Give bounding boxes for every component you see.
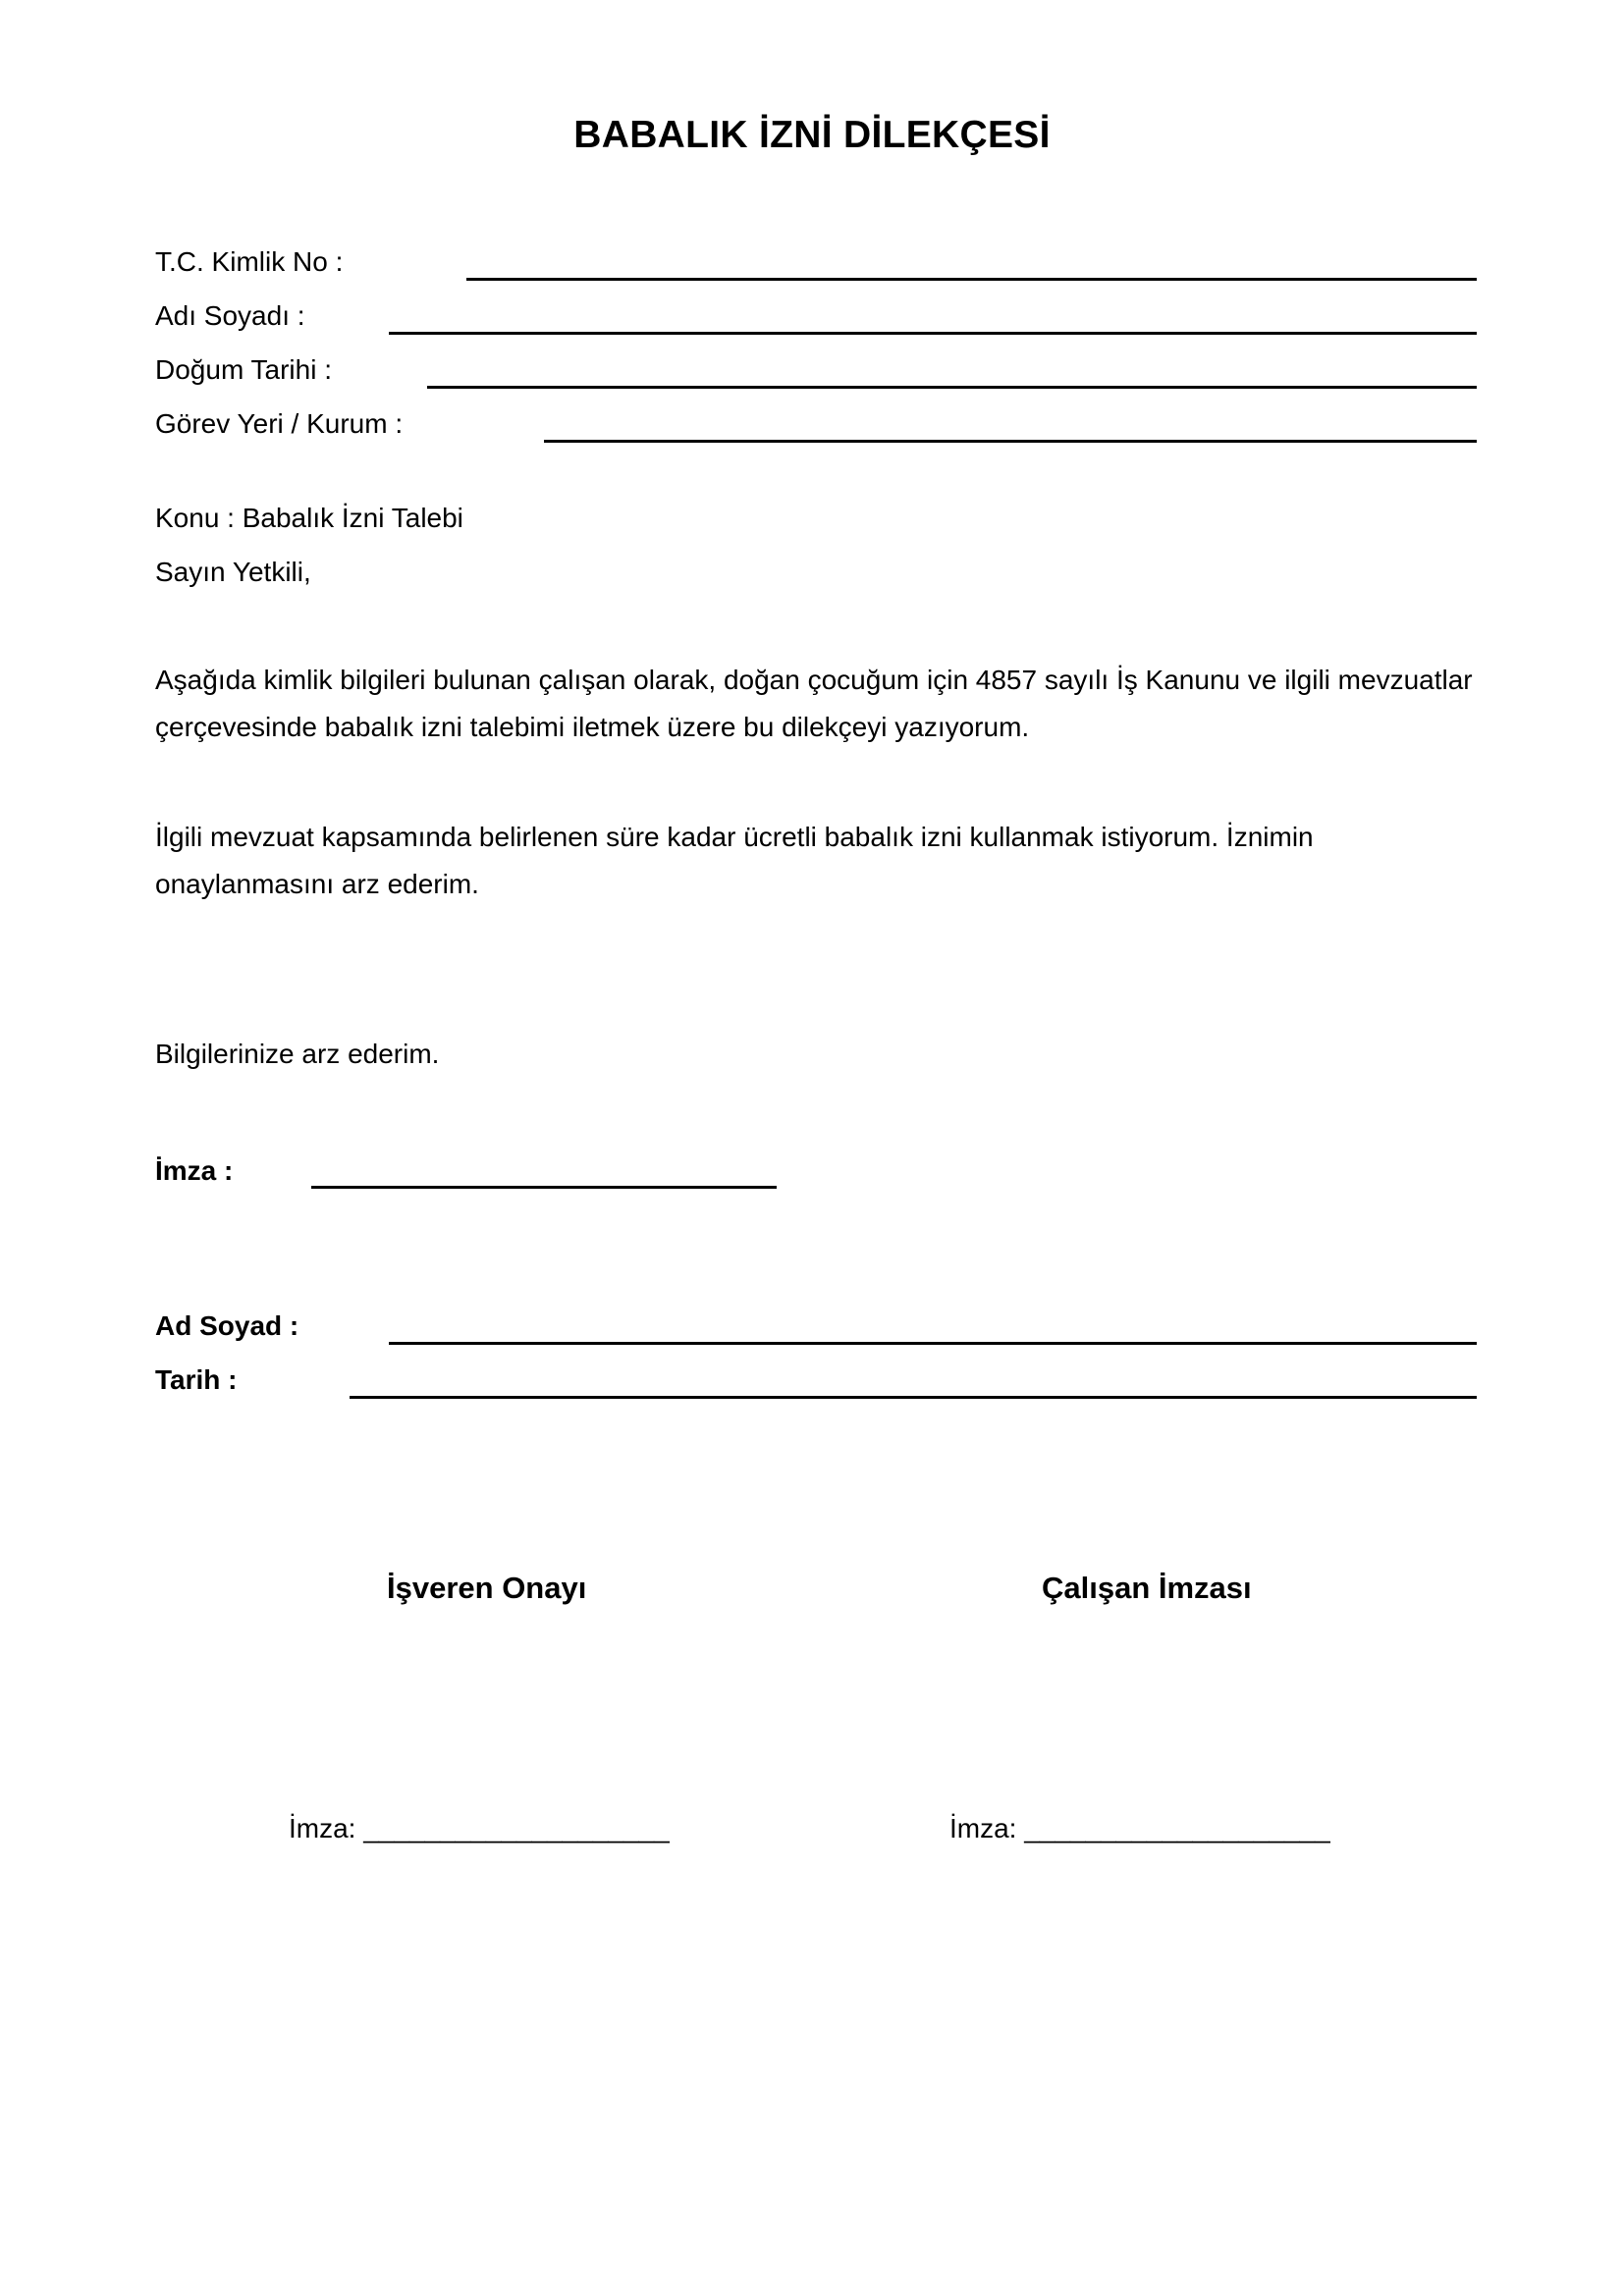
imza-label: İmza : xyxy=(155,1155,234,1186)
adi-soyadi-label: Adı Soyadı : xyxy=(155,300,305,331)
tc-kimlik-line[interactable] xyxy=(466,278,1477,281)
ad-soyad-line[interactable] xyxy=(389,1342,1477,1345)
konu-line: Konu : Babalık İzni Talebi xyxy=(155,503,463,533)
gorev-yeri-label: Görev Yeri / Kurum : xyxy=(155,408,404,439)
salutation: Sayın Yetkili, xyxy=(155,557,311,587)
closing-text: Bilgilerinize arz ederim. xyxy=(155,1039,440,1069)
employee-signature-field[interactable]: İmza: ____________________ xyxy=(949,1813,1330,1843)
tarih-line[interactable] xyxy=(350,1396,1477,1399)
document-title: BABALIK İZNİ DİLEKÇESİ xyxy=(573,114,1051,156)
body-paragraph-2: İlgili mevzuat kapsamında belirlenen süre kadar ücretli babalık izni kullanmak istiyorum. İznimin onaylanmasını arz ederim. xyxy=(155,822,1314,899)
tarih-label: Tarih : xyxy=(155,1364,238,1395)
gorev-yeri-line[interactable] xyxy=(544,440,1477,443)
imza-line[interactable] xyxy=(311,1186,777,1189)
employee-signature-heading: Çalışan İmzası xyxy=(1042,1571,1252,1605)
employer-signature-field[interactable]: İmza: ____________________ xyxy=(289,1813,670,1843)
dogum-tarihi-label: Doğum Tarihi : xyxy=(155,354,333,385)
ad-soyad-label: Ad Soyad : xyxy=(155,1310,299,1341)
employer-approval-heading: İşveren Onayı xyxy=(387,1571,587,1605)
dogum-tarihi-line[interactable] xyxy=(427,386,1477,389)
body-paragraph-1: Aşağıda kimlik bilgileri bulunan çalışan olarak, doğan çocuğum için 4857 sayılı İş Kanunu ve ilgili mevzuatlar çerçevesinde babalık izni talebimi iletmek üzere bu dilekçeyi yazıyorum. xyxy=(155,665,1473,742)
tc-kimlik-label: T.C. Kimlik No : xyxy=(155,246,344,277)
adi-soyadi-line[interactable] xyxy=(389,332,1477,335)
